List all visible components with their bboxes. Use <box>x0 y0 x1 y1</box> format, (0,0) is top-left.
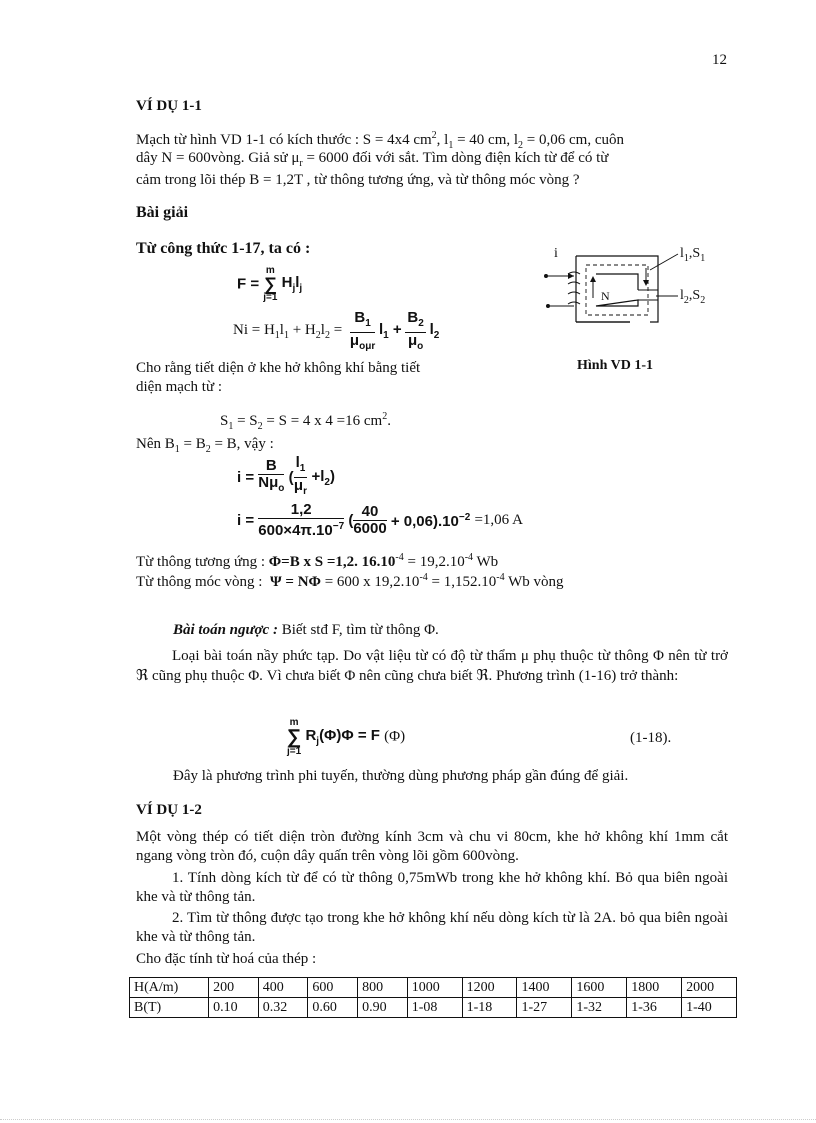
table-cell: 1-36 <box>627 998 682 1018</box>
table-cell: B(T) <box>130 998 209 1018</box>
nonlinear-note: Đây là phương trình phi tuyến, thường dùng phương pháp gần đúng để giải. <box>173 768 629 784</box>
magnetization-table <box>129 977 737 1018</box>
equation-S: $S_1 = S_2 = S = 4$ x 4 =16 $cm^2$. <box>220 411 391 432</box>
table-cell: 1-18 <box>462 998 517 1018</box>
flux-line: Từ thông tương ứng : Φ=B x S =1,2. $16.10^{-4} = 19,2.10^{-4}$ Wb <box>136 552 499 570</box>
table-cell: 1-08 <box>407 998 462 1018</box>
table-cell: 400 <box>258 978 308 998</box>
table-cell: 2000 <box>682 978 737 998</box>
inverse-title-line: Bài toán ngược : Biết stđ F, tìm từ thông Φ. <box>173 622 439 638</box>
table-cell: 1400 <box>517 978 572 998</box>
table-cell: 600 <box>308 978 358 998</box>
figure-label-i: i <box>554 246 558 261</box>
table-cell: 0.60 <box>308 998 358 1018</box>
table-cell: H(A/m) <box>130 978 209 998</box>
solution-intro: Từ công thức 1-17, ta có : <box>136 240 311 257</box>
solution-heading: Bài giải <box>136 204 189 221</box>
table-cell: 1-40 <box>682 998 737 1018</box>
equation-F: F = m ∑ j=1 $H_jl_j$ <box>237 265 303 303</box>
table-cell: 1-32 <box>572 998 627 1018</box>
table-cell: 200 <box>209 978 259 998</box>
figure-label-l1-s1: $l_1,S_1$ <box>680 246 706 264</box>
table-cell: 1200 <box>462 978 517 998</box>
equation-number: (1-18). <box>630 730 672 746</box>
figure-label-N: N <box>601 289 610 303</box>
equation-i-symbolic: i = $\frac{B}{N\mu_o}$ ( $\frac{l_1}{\mu_r}$ $+l_2$) <box>237 454 335 497</box>
figure-label-l2-s2: $l_2,S_2$ <box>680 288 706 306</box>
page-bottom-divider <box>0 1119 816 1120</box>
equation-Ni: $Ni = H_1l_1 + H_2l_2$ = $\frac{B_1}{\mu_{o\mu r}}$ $l_1$ + $\frac{B_2}{\mu_o}$ $l_2$ <box>233 309 440 352</box>
table-cell: 1000 <box>407 978 462 998</box>
equation-1-18: m ∑ j=1 $R_j(\Phi)\Phi = F$ (Φ) <box>287 717 406 757</box>
table-row-H <box>130 978 737 998</box>
condition-line-1: Cho rằng tiết diện ở khe hở không khí bằng tiết <box>136 360 421 376</box>
table-cell: 1-27 <box>517 998 572 1018</box>
table-cell: 1800 <box>627 978 682 998</box>
table-cell: 0.32 <box>258 998 308 1018</box>
example-2-item-2: 2. Tìm từ thông được tạo trong khe hở không khí nếu dòng kích từ là 2A. bỏ qua biên ngoài khe và từ thông tản. <box>136 910 728 945</box>
table-intro: Cho đặc tính từ hoá của thép : <box>136 951 317 967</box>
example-2-intro: Một vòng thép có tiết diện tròn đường kính 3cm và chu vi 80cm, khe hở không khí 1mm cắt ngang vòng tròn đó, cuộn dây quấn trên vòng lõi gồm 600vòng. <box>136 829 728 864</box>
condition-line-2: diện mạch từ : <box>136 379 223 395</box>
equation-i-numeric: i = $\frac{1,2}{600\times 4\pi.10^{-7}}$ ( $\frac{40}{6000}$ + $0,06).10^{-2} =1,06$ A <box>237 501 523 539</box>
table-row-B <box>130 998 737 1018</box>
figure-caption: Hình VD 1-1 <box>577 358 653 373</box>
page-number: 12 <box>712 52 727 68</box>
inverse-paragraph: Loại bài toán nầy phức tạp. Do vật liệu từ có độ từ thẩm μ phụ thuộc từ thông Φ nên từ trở ℜ cũng phụ thuộc Φ. Vì chưa biết Φ nên cũng chưa biết ℜ. Phương trình (1-16) trở thành: <box>136 648 728 684</box>
table-cell: 800 <box>358 978 408 998</box>
table-cell: 1600 <box>572 978 627 998</box>
then-line: Nên $B_1 = B_2 = B$, vậy : <box>136 436 274 455</box>
example-2-heading: VÍ DỤ 1-2 <box>136 802 202 818</box>
flux-linkage-line: Từ thông móc vòng : Ψ = NΦ = 600 x $19,2.10^{-4} = 1,152.10^{-4}$ Wb vòng <box>136 572 564 590</box>
example-2-item-1: 1. Tính dòng kích từ để có từ thông 0,75mWb trong khe hở không khí. Bỏ qua biên ngoài khe và từ thông tản. <box>136 870 728 905</box>
table-cell: 0.90 <box>358 998 408 1018</box>
example-1-line-2: dây N = 600vòng. Giả sử $\mu_r = 6000$ đối với sắt. Tìm dòng điện kích từ để có từ <box>136 150 609 169</box>
example-1-line-3: cảm trong lõi thép B = 1,2T , từ thông tương ứng, và từ thông móc vòng ? <box>136 172 580 188</box>
example-1-line-1: Mạch từ hình VD 1-1 có kích thước : S = 4x4 $cm^2$, $l_1 = 40$ cm, $l_2 = 0,06$ cm, cuôn <box>136 130 624 151</box>
table-cell: 0.10 <box>209 998 259 1018</box>
example-1-heading: VÍ DỤ 1-1 <box>136 98 202 114</box>
